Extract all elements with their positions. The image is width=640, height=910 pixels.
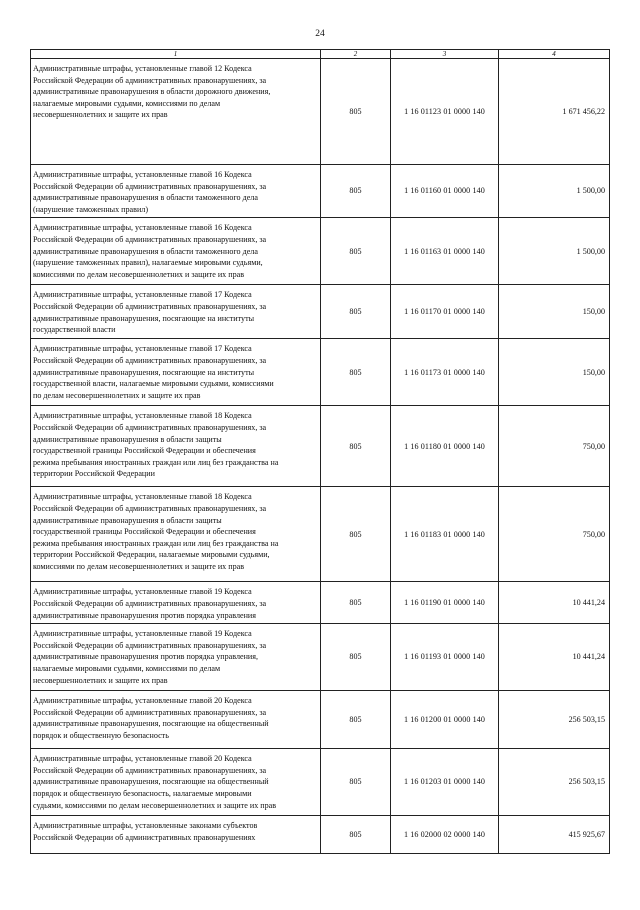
row-kbk: 1 16 01190 01 0000 140 xyxy=(391,582,499,624)
row-amount: 1 500,00 xyxy=(499,218,610,285)
description-line: административные правонарушения в области защиты xyxy=(33,515,222,525)
row-description xyxy=(31,487,321,582)
description-line: государственной границы Российской Федерации и обеспечения xyxy=(33,527,256,537)
description-line: Российской Федерации об административных правонарушениях, за xyxy=(33,234,267,244)
row-kbk: 1 16 01123 01 0000 140 xyxy=(391,59,499,165)
description-line: (нарушение таможенных правил) xyxy=(33,204,149,214)
description-line: судьями, комиссиями по делам несовершеннолетних и защите их прав xyxy=(33,800,277,810)
row-amount: 415 925,67 xyxy=(499,816,610,854)
row-kbk: 1 16 01163 01 0000 140 xyxy=(391,218,499,285)
row-admin-code: 805 xyxy=(321,487,391,582)
description-line: территории Российской Федерации xyxy=(33,469,155,479)
row-description xyxy=(31,624,321,691)
row-amount: 1 500,00 xyxy=(499,165,610,218)
row-amount: 150,00 xyxy=(499,339,610,406)
description-line: по делам несовершеннолетних и защите их прав xyxy=(33,390,201,400)
description-line: комиссиями по делам несовершеннолетних и защите их прав xyxy=(33,269,245,279)
column-header-kbk: 3 xyxy=(391,50,499,59)
column-header-admin-code: 2 xyxy=(321,50,391,59)
description-line: (нарушение таможенных правил), налагаемые мировыми судьями, xyxy=(33,258,263,268)
description-line: Российской Федерации об административных правонарушениях, за xyxy=(33,301,267,311)
description-line: Российской Федерации об административных правонарушениях, за xyxy=(33,355,267,365)
row-description xyxy=(31,59,321,165)
row-description xyxy=(31,749,321,816)
description-line: Административные штрафы, установленные главой 16 Кодекса xyxy=(33,170,252,179)
table-row xyxy=(31,582,610,624)
column-header-description: 1 xyxy=(31,50,321,59)
row-admin-code: 805 xyxy=(321,406,391,487)
description-line: административные правонарушения в области таможенного дела xyxy=(33,246,258,256)
row-amount: 10 441,24 xyxy=(499,624,610,691)
row-kbk: 1 16 01193 01 0000 140 xyxy=(391,624,499,691)
revenue-table-body xyxy=(31,50,610,854)
description-line: государственной границы Российской Федерации и обеспечения xyxy=(33,446,256,456)
description-line: Административные штрафы, установленные главой 19 Кодекса xyxy=(33,587,252,597)
table-row xyxy=(31,749,610,816)
description-line: административные правонарушения, посягающие на институты xyxy=(33,313,255,323)
description-line: Российской Федерации об административных правонарушениях, за xyxy=(33,707,267,717)
description-line: государственной власти, налагаемые мировыми судьями, комиссиями xyxy=(33,379,274,389)
table-row xyxy=(31,816,610,854)
description-line: порядок и общественную безопасность xyxy=(33,730,169,740)
description-line: Российской Федерации об административных правонарушениях, за xyxy=(33,181,267,191)
description-line: Административные штрафы, установленные главой 16 Кодекса xyxy=(33,223,252,233)
row-kbk: 1 16 02000 02 0000 140 xyxy=(391,816,499,854)
description-line: административные правонарушения, посягающие на институты xyxy=(33,367,255,377)
column-header-amount: 4 xyxy=(499,50,610,59)
table-row xyxy=(31,165,610,218)
row-admin-code: 805 xyxy=(321,816,391,854)
description-line: Административные штрафы, установленные главой 18 Кодекса xyxy=(33,492,252,502)
row-description xyxy=(31,165,321,218)
row-admin-code: 805 xyxy=(321,218,391,285)
description-line: административные правонарушения в области дорожного движения, xyxy=(33,87,271,97)
description-line: территории Российской Федерации, налагаемые мировыми судьями, xyxy=(33,550,270,560)
description-line: Административные штрафы, установленные главой 17 Кодекса xyxy=(33,344,252,354)
row-description xyxy=(31,691,321,749)
row-kbk: 1 16 01160 01 0000 140 xyxy=(391,165,499,218)
description-line: Российской Федерации об административных правонарушениях, за xyxy=(33,640,267,650)
table-row xyxy=(31,406,610,487)
row-kbk: 1 16 01200 01 0000 140 xyxy=(391,691,499,749)
table-row xyxy=(31,624,610,691)
row-admin-code: 805 xyxy=(321,624,391,691)
row-amount: 256 503,15 xyxy=(499,691,610,749)
description-line: несовершеннолетних и защите их прав xyxy=(33,675,168,685)
description-line: Административные штрафы, установленные главой 18 Кодекса xyxy=(33,411,252,421)
table-row xyxy=(31,339,610,406)
row-kbk: 1 16 01180 01 0000 140 xyxy=(391,406,499,487)
description-line: комиссиями по делам несовершеннолетних и защите их прав xyxy=(33,561,245,571)
table-row xyxy=(31,59,610,165)
description-line: налагаемые мировыми судьями, комиссиями по делам xyxy=(33,98,221,108)
row-amount: 150,00 xyxy=(499,285,610,339)
row-description xyxy=(31,285,321,339)
row-admin-code: 805 xyxy=(321,749,391,816)
table-row xyxy=(31,285,610,339)
description-line: административные правонарушения в области защиты xyxy=(33,434,222,444)
row-amount: 10 441,24 xyxy=(499,582,610,624)
row-description xyxy=(31,816,321,854)
description-line: административные правонарушения, посягающие на общественный xyxy=(33,719,269,729)
table-row xyxy=(31,218,610,285)
row-admin-code: 805 xyxy=(321,285,391,339)
row-description xyxy=(31,406,321,487)
description-line: Российской Федерации об административных правонарушениях, за xyxy=(33,75,267,85)
description-line: Российской Федерации об административных правонарушениях, за xyxy=(33,765,267,775)
description-line: порядок и общественную безопасность, налагаемые мировыми xyxy=(33,788,252,798)
description-line: административные правонарушения против порядка управления, xyxy=(33,652,258,662)
row-amount: 750,00 xyxy=(499,406,610,487)
table-row xyxy=(31,487,610,582)
row-kbk: 1 16 01173 01 0000 140 xyxy=(391,339,499,406)
description-line: несовершеннолетних и защите их прав xyxy=(33,110,168,120)
row-kbk: 1 16 01203 01 0000 140 xyxy=(391,749,499,816)
description-line: Административные штрафы, установленные главой 12 Кодекса xyxy=(33,64,252,73)
description-line: режима пребывания иностранных граждан или лиц без гражданства на xyxy=(33,538,279,548)
row-admin-code: 805 xyxy=(321,59,391,165)
description-line: Российской Федерации об административных правонарушениях, за xyxy=(33,503,267,513)
description-line: Российской Федерации об административных правонарушениях xyxy=(33,832,256,842)
row-amount: 750,00 xyxy=(499,487,610,582)
description-line: Административные штрафы, установленные главой 20 Кодекса xyxy=(33,754,252,764)
description-line: административные правонарушения в области таможенного дела xyxy=(33,193,258,203)
description-line: Административные штрафы, установленные главой 19 Кодекса xyxy=(33,629,252,639)
description-line: государственной власти xyxy=(33,325,116,335)
description-line: Административные штрафы, установленные главой 20 Кодекса xyxy=(33,696,252,706)
row-description xyxy=(31,582,321,624)
description-line: Российской Федерации об административных правонарушениях, за xyxy=(33,598,267,608)
description-line: Административные штрафы, установленные главой 17 Кодекса xyxy=(33,290,252,300)
description-line: административные правонарушения, посягающие на общественный xyxy=(33,777,269,787)
description-line: административные правонарушения против порядка управления xyxy=(33,610,256,620)
row-description xyxy=(31,339,321,406)
description-line: налагаемые мировыми судьями, комиссиями по делам xyxy=(33,663,221,673)
description-line: Российской Федерации об административных правонарушениях, за xyxy=(33,422,267,432)
row-admin-code: 805 xyxy=(321,582,391,624)
description-line: режима пребывания иностранных граждан или лиц без гражданства на xyxy=(33,457,279,467)
row-amount: 256 503,15 xyxy=(499,749,610,816)
row-kbk: 1 16 01170 01 0000 140 xyxy=(391,285,499,339)
row-amount: 1 671 456,22 xyxy=(499,59,610,165)
row-admin-code: 805 xyxy=(321,691,391,749)
table-row xyxy=(31,691,610,749)
revenue-table xyxy=(30,49,610,854)
row-description xyxy=(31,218,321,285)
page-number: 24 xyxy=(315,29,325,39)
row-kbk: 1 16 01183 01 0000 140 xyxy=(391,487,499,582)
column-number-header-row xyxy=(31,50,610,59)
row-admin-code: 805 xyxy=(321,165,391,218)
row-admin-code: 805 xyxy=(321,339,391,406)
description-line: Административные штрафы, установленные законами субъектов xyxy=(33,821,258,831)
